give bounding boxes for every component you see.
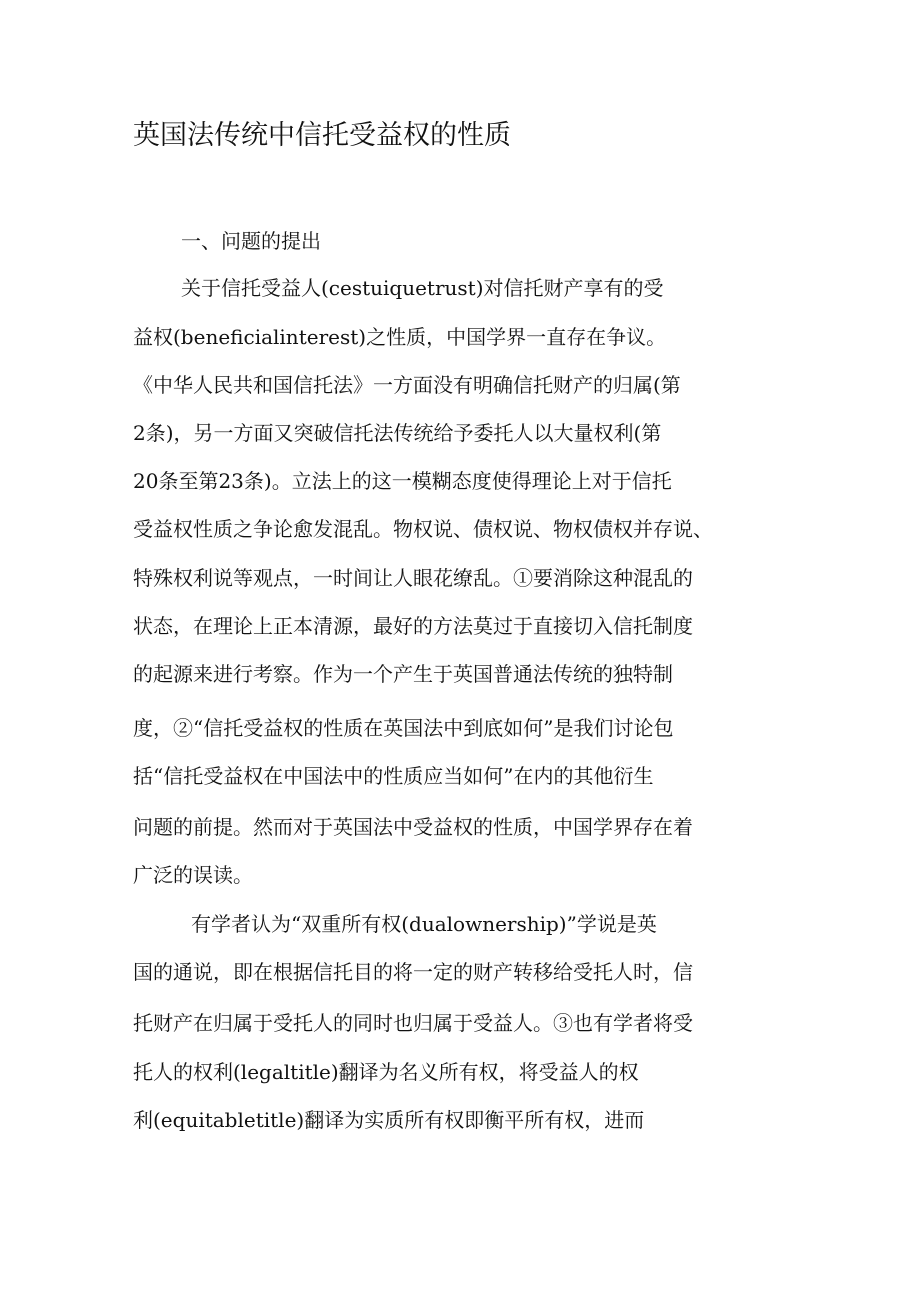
paragraph-line: 2条)，另一方面又突破信托法传统给予委托人以大量权利(第 xyxy=(133,421,662,445)
paragraph-line: 括“信托受益权在中国法中的性质应当如何”在内的其他衍生 xyxy=(133,764,654,788)
document-title: 英国法传统中信托受益权的性质 xyxy=(133,120,511,151)
paragraph-line: 有学者认为“双重所有权(dualownership)”学说是英 xyxy=(191,912,657,936)
paragraph-line: 国的通说，即在根据信托目的将一定的财产转移给受托人时，信 xyxy=(133,960,693,984)
paragraph-line: 问题的前提。然而对于英国法中受益权的性质，中国学界存在着 xyxy=(133,815,693,839)
section-heading: 一、问题的提出 xyxy=(181,229,321,253)
paragraph-line: 特殊权利说等观点，一时间让人眼花缭乱。①要消除这种混乱的 xyxy=(133,566,693,590)
paragraph-line: 托财产在归属于受托人的同时也归属于受益人。③也有学者将受 xyxy=(133,1011,693,1035)
paragraph-line: 关于信托受益人(cestuiquetrust)对信托财产享有的受 xyxy=(181,276,664,300)
paragraph-line: 度，②“信托受益权的性质在英国法中到底如何”是我们讨论包 xyxy=(133,716,674,740)
paragraph-line: 托人的权利(legaltitle)翻译为名义所有权，将受益人的权 xyxy=(133,1060,639,1084)
paragraph-line: 《中华人民共和国信托法》一方面没有明确信托财产的归属(第 xyxy=(133,373,681,397)
paragraph-line: 状态，在理论上正本清源，最好的方法莫过于直接切入信托制度 xyxy=(133,614,693,638)
paragraph-line: 20条至第23条)。立法上的这一模糊态度使得理论上对于信托 xyxy=(133,469,672,493)
paragraph-line: 利(equitabletitle)翻译为实质所有权即衡平所有权，进而 xyxy=(133,1108,645,1132)
paragraph-line: 受益权性质之争论愈发混乱。物权说、债权说、物权债权并存说、 xyxy=(133,517,713,541)
paragraph-line: 益权(beneficialinterest)之性质，中国学界一直存在争议。 xyxy=(133,325,667,349)
paragraph-line: 广泛的误读。 xyxy=(133,863,253,887)
paragraph-line: 的起源来进行考察。作为一个产生于英国普通法传统的独特制 xyxy=(133,662,673,686)
